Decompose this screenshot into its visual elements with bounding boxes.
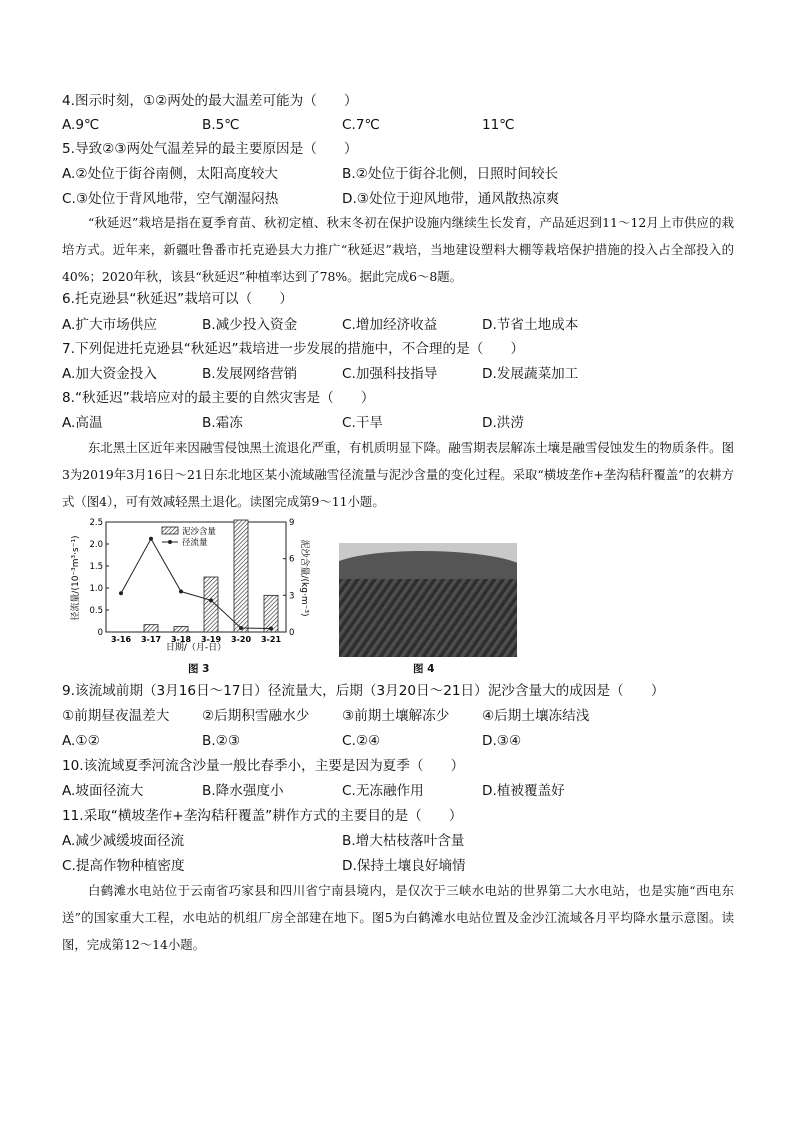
q8-option-d: D.洪涝 bbox=[482, 415, 524, 431]
y-axis-label: 径流量/(10⁻³m³·s⁻¹) bbox=[71, 535, 81, 621]
runoff-point bbox=[119, 591, 123, 595]
question-5-stem: 5.导致②③两处气温差异的最主要原因是（ ） bbox=[62, 141, 358, 157]
figure-3-caption: 图 3 bbox=[188, 663, 210, 675]
sediment-bar bbox=[174, 627, 188, 633]
figure-3-chart bbox=[70, 518, 310, 658]
question-7-stem: 7.下列促进托克逊县“秋延迟”栽培进一步发展的措施中，不合理的是（ ） bbox=[62, 341, 525, 357]
q9-option-a: A.①② bbox=[62, 733, 100, 749]
y2-tick-label: 3 bbox=[289, 591, 295, 602]
x-tick-label: 3-19 bbox=[200, 635, 222, 644]
y-tick-label: 1.5 bbox=[89, 562, 103, 572]
question-9-stem: 9.该流域前期（3月16日～17日）径流量大，后期（3月20日～21日）泥沙含量大的成因是（ ） bbox=[62, 683, 665, 699]
q11-option-a: A.减少减缓坡面径流 bbox=[62, 833, 185, 849]
q7-option-a: A.加大资金投入 bbox=[62, 366, 157, 382]
question-4-stem: 4.图示时刻，①②两处的最大温差可能为（ ） bbox=[62, 93, 358, 109]
q9-option-b: B.②③ bbox=[202, 733, 241, 749]
q8-option-b: B.霜冻 bbox=[202, 415, 243, 431]
question-11-stem: 11.采取“横坡垄作+垄沟秸秆覆盖”耕作方式的主要目的是（ ） bbox=[62, 808, 463, 824]
q9-statement-1: ①前期昼夜温差大 bbox=[62, 708, 170, 724]
q9-option-d: D.③④ bbox=[482, 733, 522, 749]
question-8-stem: 8.“秋延迟”栽培应对的最主要的自然灾害是（ ） bbox=[62, 390, 375, 406]
q4-option-a: A.9℃ bbox=[62, 117, 100, 133]
q5-option-c: C.③处位于背风地带，空气潮湿闷热 bbox=[62, 191, 279, 207]
q11-option-d: D.保持土壤良好墒情 bbox=[342, 858, 466, 874]
y-tick-label: 2.0 bbox=[89, 540, 103, 550]
q10-option-b: B.降水强度小 bbox=[202, 783, 284, 799]
x-tick-label: 3-16 bbox=[110, 635, 132, 644]
y-tick-label: 0.5 bbox=[89, 606, 103, 616]
q6-option-b: B.减少投入资金 bbox=[202, 317, 298, 333]
q6-option-c: C.增加经济收益 bbox=[342, 317, 438, 333]
q11-option-c: C.提高作物种植密度 bbox=[62, 858, 185, 874]
q10-option-c: C.无冻融作用 bbox=[342, 783, 424, 799]
q7-option-d: D.发展蔬菜加工 bbox=[482, 366, 579, 382]
y-tick-label: 0 bbox=[97, 628, 103, 638]
x-tick-label: 3-20 bbox=[230, 635, 252, 644]
y2-tick-label: 9 bbox=[289, 518, 295, 528]
q8-option-c: C.干旱 bbox=[342, 415, 384, 431]
q5-option-b: B.②处位于街谷北侧，日照时间较长 bbox=[342, 166, 559, 182]
question-6-stem: 6.托克逊县“秋延迟”栽培可以（ ） bbox=[62, 291, 293, 307]
q7-option-c: C.加强科技指导 bbox=[342, 366, 438, 382]
y2-tick-label: 0 bbox=[289, 628, 295, 638]
figure-4-caption: 图 4 bbox=[413, 663, 435, 675]
q9-statement-3: ③前期土壤解冻少 bbox=[342, 708, 450, 724]
passage-baihetan: 白鹤滩水电站位于云南省巧家县和四川省宁南县境内，是仅次于三峡水电站的世界第二大水电站，也是实施“西电东送”的国家重大工程，水电站的机组厂房全部建在地下。图5为白鹤滩水电站位置及金沙江流域各月平均降水量示意图。读图，完成第12～14小题。 bbox=[62, 883, 734, 952]
legend-marker-runoff bbox=[168, 540, 172, 544]
sediment-bar bbox=[144, 625, 158, 632]
runoff-point bbox=[149, 537, 153, 541]
q7-option-b: B.发展网络营销 bbox=[202, 366, 298, 382]
x-tick-label: 3-17 bbox=[140, 635, 162, 644]
legend-label-runoff: 径流量 bbox=[182, 538, 208, 548]
q5-option-a: A.②处位于街谷南侧，太阳高度较大 bbox=[62, 166, 278, 182]
legend-label-sediment: 泥沙含量 bbox=[182, 527, 217, 537]
y2-tick-label: 6 bbox=[289, 554, 295, 565]
photo-ridged-field bbox=[339, 579, 517, 657]
q4-option-d: 11℃ bbox=[482, 117, 515, 133]
q10-option-d: D.植被覆盖好 bbox=[482, 783, 565, 799]
runoff-point bbox=[209, 598, 213, 602]
q5-option-d: D.③处位于迎风地带，通风散热凉爽 bbox=[342, 191, 560, 207]
q9-statement-2: ②后期积雪融水少 bbox=[202, 708, 310, 724]
x-axis-label: 日期/（月-日） bbox=[165, 643, 227, 653]
runoff-line bbox=[121, 539, 271, 629]
passage-autumn-delay: “秋延迟”栽培是指在夏季育苗、秋初定植、秋末冬初在保护设施内继续生长发育，产品延迟到11～12月上市供应的栽培方式。近年来，新疆吐鲁番市托克逊县大力推广“秋延迟”栽培，当地建设塑料大棚等栽培保护措施的投入占全部投入的40%；2020年秋，该县“秋延迟”种植率达到了78%。据此完成6～8题。 bbox=[62, 215, 734, 284]
y-tick-label: 2.5 bbox=[89, 518, 103, 528]
x-tick-label: 3-18 bbox=[170, 635, 192, 644]
y-tick-label: 1.0 bbox=[89, 584, 103, 594]
x-tick-label: 3-21 bbox=[260, 635, 282, 644]
q11-option-b: B.增大枯枝落叶含量 bbox=[342, 833, 465, 849]
q6-option-a: A.扩大市场供应 bbox=[62, 317, 157, 333]
q9-statement-4: ④后期土壤冻结浅 bbox=[482, 708, 590, 724]
q4-option-c: C.7℃ bbox=[342, 117, 380, 133]
passage-black-soil: 东北黑土区近年来因融雪侵蚀黑土流退化严重，有机质明显下降。融雪期表层解冻土壤是融雪侵蚀发生的物质条件。图3为2019年3月16日～21日东北地区某小流域融雪径流量与泥沙含量的变化过程。采取“横坡垄作+垄沟秸秆覆盖”的农耕方式（图4），可有效减轻黑土退化。读图完成第9～11小题。 bbox=[62, 440, 734, 509]
runoff-point bbox=[239, 626, 243, 630]
q6-option-d: D.节省土地成本 bbox=[482, 317, 579, 333]
q4-option-b: B.5℃ bbox=[202, 117, 240, 133]
figure-4-photo bbox=[339, 543, 517, 657]
legend-swatch-sediment bbox=[162, 527, 178, 534]
runoff-point bbox=[179, 590, 183, 594]
y2-axis-label: 泥沙含量/(kg·m⁻³) bbox=[299, 539, 309, 617]
q8-option-a: A.高温 bbox=[62, 415, 103, 431]
q10-option-a: A.坡面径流大 bbox=[62, 783, 144, 799]
sediment-bar bbox=[234, 520, 248, 632]
question-10-stem: 10.该流域夏季河流含沙量一般比春季小，主要是因为夏季（ ） bbox=[62, 758, 465, 774]
q9-option-c: C.②④ bbox=[342, 733, 381, 749]
runoff-point bbox=[269, 626, 273, 630]
